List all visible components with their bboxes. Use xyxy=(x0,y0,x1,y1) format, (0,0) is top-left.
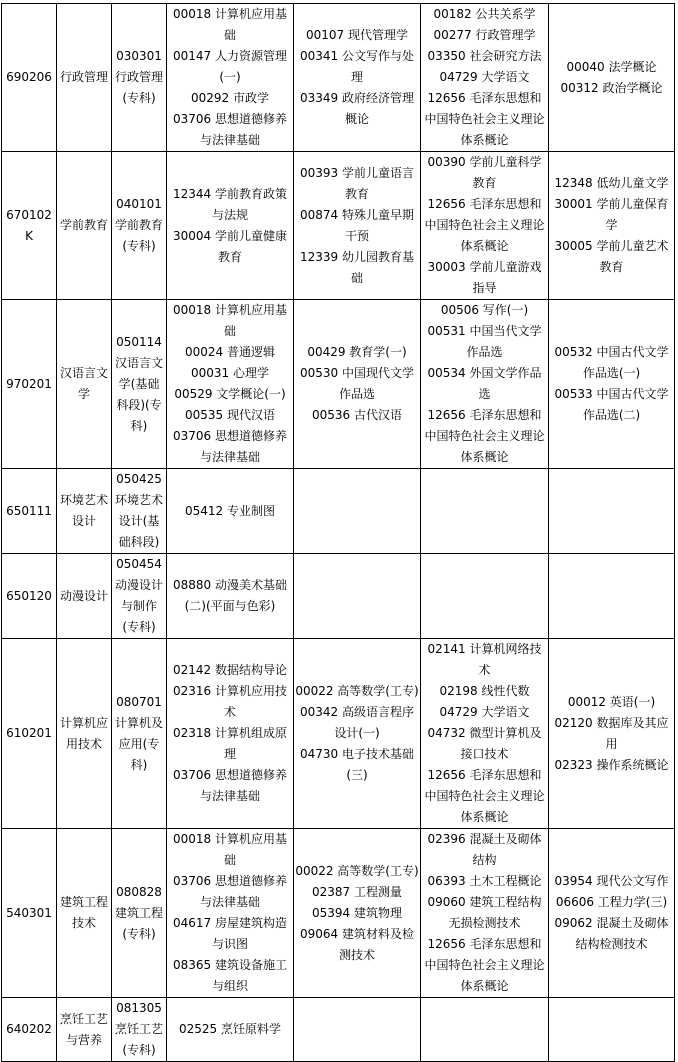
course-group-1-cell xyxy=(167,152,294,300)
course-item: 00040 法学概论 xyxy=(566,59,657,74)
course-item: 00429 教育学(一) xyxy=(307,345,407,359)
course-item: 12656 毛泽东思想和中国特色社会主义理论体系概论 xyxy=(424,197,545,253)
table-row xyxy=(2,469,675,554)
course-item: 30004 学前儿童健康教育 xyxy=(173,228,287,264)
course-group-2-cell xyxy=(294,300,421,469)
course-item: 00535 现代汉语 xyxy=(185,408,275,422)
bachelor-major-cell xyxy=(112,829,167,998)
course-item: 08880 动漫美术基础(二)(平面与色彩) xyxy=(173,578,287,613)
course-group-4-cell xyxy=(549,152,675,300)
course-item: 00341 公文写作与处理 xyxy=(300,49,414,84)
major-code-cell: 690206 xyxy=(2,4,57,152)
course-group-1-cell xyxy=(167,639,294,829)
course-item: 03349 政府经济管理概论 xyxy=(300,91,414,126)
course-item: 03706 思想道德修养与法律基础 xyxy=(173,429,287,464)
course-group-3-cell xyxy=(421,998,549,1062)
bachelor-major-cell xyxy=(112,469,167,554)
bachelor-major-cell xyxy=(112,4,167,152)
table-row xyxy=(2,998,675,1062)
bachelor-major-cell xyxy=(112,554,167,639)
major-name-cell: 汉语言文学 xyxy=(57,300,112,469)
course-item: 00018 计算机应用基础 xyxy=(173,303,287,338)
course-item: 06606 工程力学(三) xyxy=(555,895,668,909)
course-item: 30003 学前儿童游戏指导 xyxy=(427,260,542,295)
course-group-3-cell xyxy=(421,152,549,300)
course-group-2-cell xyxy=(294,639,421,829)
course-item: 00874 特殊儿童早期干预 xyxy=(300,207,414,243)
course-group-4-cell xyxy=(549,829,675,998)
bachelor-major-line: 050454 xyxy=(116,557,162,571)
course-item: 04732 微型计算机及接口技术 xyxy=(427,726,542,761)
course-item: 00018 计算机应用基础 xyxy=(173,832,287,867)
course-group-3-cell xyxy=(421,469,549,554)
course-item: 02142 数据结构导论 xyxy=(173,663,287,677)
bachelor-major-line: 汉语言文学(基础科段)(专科) xyxy=(114,355,163,433)
bachelor-major-line: (专科) xyxy=(122,91,156,105)
course-item: 02525 烹饪原料学 xyxy=(179,1022,281,1036)
bachelor-major-line: 030301 xyxy=(116,49,162,63)
major-name-cell: 烹饪工艺与营养 xyxy=(57,998,112,1062)
major-name-cell: 环境艺术设计 xyxy=(57,469,112,554)
course-item: 03706 思想道德修养与法律基础 xyxy=(173,112,287,147)
course-group-1-cell xyxy=(167,554,294,639)
course-group-3-cell xyxy=(421,4,549,152)
course-item: 12344 学前教育政策与法规 xyxy=(173,186,287,222)
bachelor-major-line: 040101 xyxy=(116,197,162,211)
course-group-3-cell xyxy=(421,300,549,469)
major-code-cell: 610201 xyxy=(2,639,57,829)
course-item: 00312 政治学概论 xyxy=(560,80,663,95)
course-item: 02318 计算机组成原理 xyxy=(173,726,287,761)
course-item: 04730 电子技术基础(三) xyxy=(300,747,414,782)
bachelor-major-line: 行政管理 xyxy=(114,70,163,84)
course-item: 00530 中国现代文学作品选 xyxy=(300,366,414,401)
course-item: 03706 思想道德修养与法律基础 xyxy=(173,768,287,803)
course-table xyxy=(1,3,675,1062)
course-group-4-cell xyxy=(549,554,675,639)
course-group-2-cell xyxy=(294,998,421,1062)
course-group-3-cell xyxy=(421,554,549,639)
bachelor-major-line: (专科) xyxy=(122,239,156,253)
bachelor-major-line: 建筑工程 xyxy=(114,905,163,920)
course-group-4-cell xyxy=(549,639,675,829)
bachelor-major-line: (专科) xyxy=(122,620,156,634)
course-group-2-cell xyxy=(294,152,421,300)
course-item: 09064 建筑材料及检测技术 xyxy=(300,926,414,962)
course-item: 00532 中国古代文学作品选(一) xyxy=(554,345,669,380)
course-group-2-cell xyxy=(294,4,421,152)
course-group-1-cell xyxy=(167,998,294,1062)
bachelor-major-line: 烹饪工艺 xyxy=(114,1022,163,1036)
course-group-4-cell xyxy=(549,469,675,554)
major-name-cell: 学前教育 xyxy=(57,152,112,300)
major-name-cell: 动漫设计 xyxy=(57,554,112,639)
major-code-cell: 650120 xyxy=(2,554,57,639)
bachelor-major-line: 080701 xyxy=(116,694,162,709)
table-row xyxy=(2,4,675,152)
course-item: 12348 低幼儿童文学 xyxy=(554,176,669,190)
course-item: 30001 学前儿童保育学 xyxy=(554,197,669,232)
course-item: 00393 学前儿童语言教育 xyxy=(300,165,414,201)
major-name-cell: 行政管理 xyxy=(57,4,112,152)
course-item: 02396 混凝土及砌体结构 xyxy=(427,832,542,867)
course-table-body xyxy=(2,4,675,1062)
major-name-cell: 建筑工程技术 xyxy=(57,829,112,998)
course-item: 09060 建筑工程结构无损检测技术 xyxy=(427,895,542,930)
course-item: 00531 中国当代文学作品选 xyxy=(427,324,542,359)
course-item: 03954 现代公文写作 xyxy=(554,874,669,888)
course-item: 02120 数据库及其应用 xyxy=(554,715,669,751)
course-group-4-cell xyxy=(549,300,675,469)
course-item: 02323 操作系统概论 xyxy=(554,757,669,772)
course-item: 02198 线性代数 xyxy=(439,684,530,698)
course-item: 12656 毛泽东思想和中国特色社会主义理论体系概论 xyxy=(424,408,545,464)
course-item: 12656 毛泽东思想和中国特色社会主义理论体系概论 xyxy=(424,91,545,147)
bachelor-major-cell xyxy=(112,152,167,300)
bachelor-major-line: 学前教育 xyxy=(114,218,163,232)
major-name-cell: 计算机应用技术 xyxy=(57,639,112,829)
bachelor-major-line: 环境艺术设计(基础科段) xyxy=(114,493,163,549)
bachelor-major-line: 050425 xyxy=(116,472,162,486)
course-item: 00018 计算机应用基础 xyxy=(173,7,287,42)
course-group-4-cell xyxy=(549,4,675,152)
course-item: 12339 幼儿园教育基础 xyxy=(300,249,414,285)
course-item: 03350 社会研究方法 xyxy=(427,49,542,63)
major-code-cell: 970201 xyxy=(2,300,57,469)
course-group-1-cell xyxy=(167,300,294,469)
course-item: 00107 现代管理学 xyxy=(306,28,408,42)
course-group-2-cell xyxy=(294,829,421,998)
course-item: 00292 市政学 xyxy=(191,91,269,105)
bachelor-major-line: (专科) xyxy=(122,1043,156,1057)
course-item: 00506 写作(一) xyxy=(440,303,529,317)
course-item: 02141 计算机网络技术 xyxy=(427,642,542,677)
major-code-cell: 670102K xyxy=(2,152,57,300)
course-group-1-cell xyxy=(167,829,294,998)
course-item: 12656 毛泽东思想和中国特色社会主义理论体系概论 xyxy=(424,768,545,824)
course-group-4-cell xyxy=(549,998,675,1062)
course-group-2-cell xyxy=(294,554,421,639)
course-item: 05412 专业制图 xyxy=(185,503,275,518)
course-item: 04617 房屋建筑构造与识图 xyxy=(173,916,287,951)
course-item: 02387 工程测量 xyxy=(312,884,402,899)
course-item: 00529 文学概论(一) xyxy=(174,387,286,401)
bachelor-major-cell xyxy=(112,300,167,469)
course-group-1-cell xyxy=(167,469,294,554)
bachelor-major-line: 080828 xyxy=(116,884,162,899)
course-item: 02316 计算机应用技术 xyxy=(173,684,287,719)
course-item: 04729 大学语文 xyxy=(439,705,530,719)
course-item: 00031 心理学 xyxy=(191,366,269,380)
course-item: 04729 大学语文 xyxy=(439,70,530,84)
course-item: 00533 中国古代文学作品选(二) xyxy=(554,387,669,422)
course-item: 12656 毛泽东思想和中国特色社会主义理论体系概论 xyxy=(424,937,545,993)
course-item: 05394 建筑物理 xyxy=(312,905,402,920)
table-row xyxy=(2,829,675,998)
bachelor-major-cell xyxy=(112,998,167,1062)
course-group-3-cell xyxy=(421,639,549,829)
course-item: 00182 公共关系学 xyxy=(433,7,536,21)
course-item: 00147 人力资源管理(一) xyxy=(173,49,287,84)
bachelor-major-line: 计算机及应用(专科) xyxy=(114,715,163,772)
course-item: 00390 学前儿童科学教育 xyxy=(427,155,542,190)
major-code-cell: 650111 xyxy=(2,469,57,554)
course-group-1-cell xyxy=(167,4,294,152)
course-item: 00012 英语(一) xyxy=(567,694,656,709)
table-row xyxy=(2,300,675,469)
course-item: 03706 思想道德修养与法律基础 xyxy=(173,874,287,909)
table-row xyxy=(2,554,675,639)
bachelor-major-cell xyxy=(112,639,167,829)
course-group-2-cell xyxy=(294,469,421,554)
course-item: 30005 学前儿童艺术教育 xyxy=(554,239,669,274)
bachelor-major-line: 动漫设计与制作 xyxy=(114,578,163,613)
major-code-cell: 540301 xyxy=(2,829,57,998)
course-item: 00277 行政管理学 xyxy=(433,28,536,42)
course-group-3-cell xyxy=(421,829,549,998)
course-item: 00536 古代汉语 xyxy=(312,408,402,422)
table-row xyxy=(2,639,675,829)
course-item: 00024 普通逻辑 xyxy=(185,345,275,359)
bachelor-major-line: 081305 xyxy=(116,1001,162,1015)
course-item: 00022 高等数学(工专) xyxy=(295,684,419,698)
bachelor-major-line: 050114 xyxy=(116,334,162,349)
table-row xyxy=(2,152,675,300)
course-item: 00534 外国文学作品选 xyxy=(427,366,542,401)
course-item: 06393 土木工程概论 xyxy=(427,874,542,888)
course-item: 09062 混凝土及砌体结构检测技术 xyxy=(554,916,669,951)
course-item: 00342 高级语言程序设计(一) xyxy=(300,705,414,740)
major-code-cell: 640202 xyxy=(2,998,57,1062)
course-item: 08365 建筑设备施工与组织 xyxy=(173,958,287,993)
bachelor-major-line: (专科) xyxy=(122,926,156,941)
course-item: 00022 高等数学(工专) xyxy=(295,863,419,878)
